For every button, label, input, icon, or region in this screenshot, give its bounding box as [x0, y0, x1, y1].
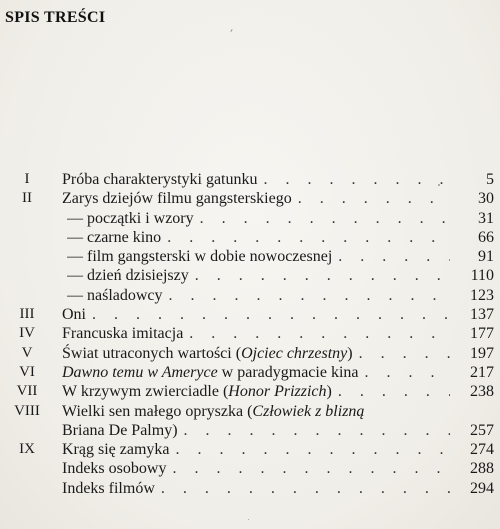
- page-number: 257: [470, 421, 494, 439]
- page-number: 294: [470, 479, 494, 497]
- dot-leader: [161, 479, 450, 498]
- paper-speck: [230, 29, 232, 32]
- page-title: SPIS TREŚCI: [5, 9, 106, 26]
- index-title: Indeks osobowy: [62, 460, 167, 478]
- chapter-title: Francuska imitacja: [62, 325, 184, 343]
- section-title: — dzień dzisiejszy: [67, 267, 189, 285]
- chapter-number: VIII: [14, 402, 40, 419]
- dot-leader: [298, 189, 450, 208]
- chapter-title: Dawno temu w Ameryce w paradygmacie kina: [62, 363, 359, 381]
- chapter-number: VII: [16, 383, 38, 400]
- dot-leader: [338, 247, 450, 266]
- chapter-number: II: [22, 190, 32, 207]
- chapter-number: IV: [19, 325, 35, 342]
- page-number: 30: [478, 190, 494, 208]
- toc-entry: [0, 363, 500, 382]
- dot-leader: [184, 421, 450, 440]
- page-number: 66: [478, 228, 494, 246]
- dot-leader: [167, 228, 450, 247]
- film-title-italic: Honor Prizzich: [228, 383, 327, 401]
- chapter-number: IX: [19, 441, 35, 458]
- section-title: — czarne kino: [67, 228, 162, 246]
- film-title-italic: Ojciec chrzestny: [241, 344, 348, 362]
- toc-entry: [0, 344, 500, 363]
- dot-leader: [195, 266, 450, 285]
- paper-speck: [248, 519, 249, 520]
- toc-entry: [0, 459, 500, 478]
- toc-entry: [0, 324, 500, 343]
- toc-entry: [0, 440, 500, 459]
- chapter-title: Krąg się zamyka: [62, 441, 170, 459]
- chapter-number: VI: [19, 363, 35, 380]
- page-number: 123: [470, 286, 494, 304]
- page-number: 197: [470, 344, 494, 362]
- toc-entry: [0, 382, 500, 401]
- dot-leader: [338, 382, 450, 401]
- dot-leader: [169, 286, 450, 305]
- chapter-title: Świat utraconych wartości (Ojciec chrzestny): [62, 344, 353, 362]
- chapter-title: Wielki sen małego opryszka (Człowiek z blizną: [62, 402, 365, 420]
- toc-entry: [0, 247, 500, 266]
- dot-leader: [172, 459, 450, 478]
- section-title: — film gangsterski w dobie nowoczesnej: [67, 248, 333, 266]
- toc-entry: [0, 286, 500, 305]
- dot-leader: [189, 324, 450, 343]
- page-number: 91: [478, 248, 494, 266]
- page-number: 31: [478, 209, 494, 227]
- page-number: 288: [470, 460, 494, 478]
- page-number: 110: [470, 267, 494, 285]
- toc-entry: [0, 189, 500, 208]
- toc-entry: [0, 421, 500, 440]
- dot-leader: [264, 170, 451, 189]
- toc-entry: [0, 170, 500, 189]
- toc-entry: [0, 266, 500, 285]
- chapter-number: III: [19, 306, 35, 323]
- page-number: 5: [486, 171, 494, 188]
- toc-entry: [0, 209, 500, 228]
- dot-leader: [176, 440, 450, 459]
- toc-entry: [0, 228, 500, 247]
- section-title: — naśladowcy: [67, 286, 163, 304]
- page-number: 217: [470, 363, 494, 381]
- page-number: 137: [470, 306, 494, 324]
- page-number: 177: [470, 325, 494, 343]
- page-number: 238: [470, 383, 494, 401]
- film-title-italic: Dawno temu w Ameryce: [62, 363, 218, 381]
- index-title: Indeks filmów: [62, 479, 155, 497]
- toc-entry: [0, 479, 500, 498]
- chapter-title: W krzywym zwierciadle (Honor Prizzich): [62, 383, 332, 401]
- toc-entry: [0, 402, 500, 421]
- table-of-contents: [0, 170, 500, 498]
- dot-leader: [200, 209, 450, 228]
- film-title-italic: Człowiek z blizną: [252, 402, 365, 420]
- dot-leader: [365, 363, 451, 382]
- dot-leader: [359, 344, 450, 363]
- section-title: — początki i wzory: [67, 209, 194, 227]
- dot-leader: [92, 305, 450, 324]
- chapter-number: V: [21, 344, 33, 361]
- page-number: 274: [470, 441, 494, 459]
- chapter-title: Próba charakterystyki gatunku: [62, 171, 258, 188]
- toc-entry: [0, 305, 500, 324]
- chapter-number: I: [24, 171, 30, 187]
- chapter-title-continued: Briana De Palmy): [62, 421, 178, 439]
- chapter-title: Oni: [62, 306, 86, 324]
- chapter-title: Zarys dziejów filmu gangsterskiego: [62, 190, 292, 208]
